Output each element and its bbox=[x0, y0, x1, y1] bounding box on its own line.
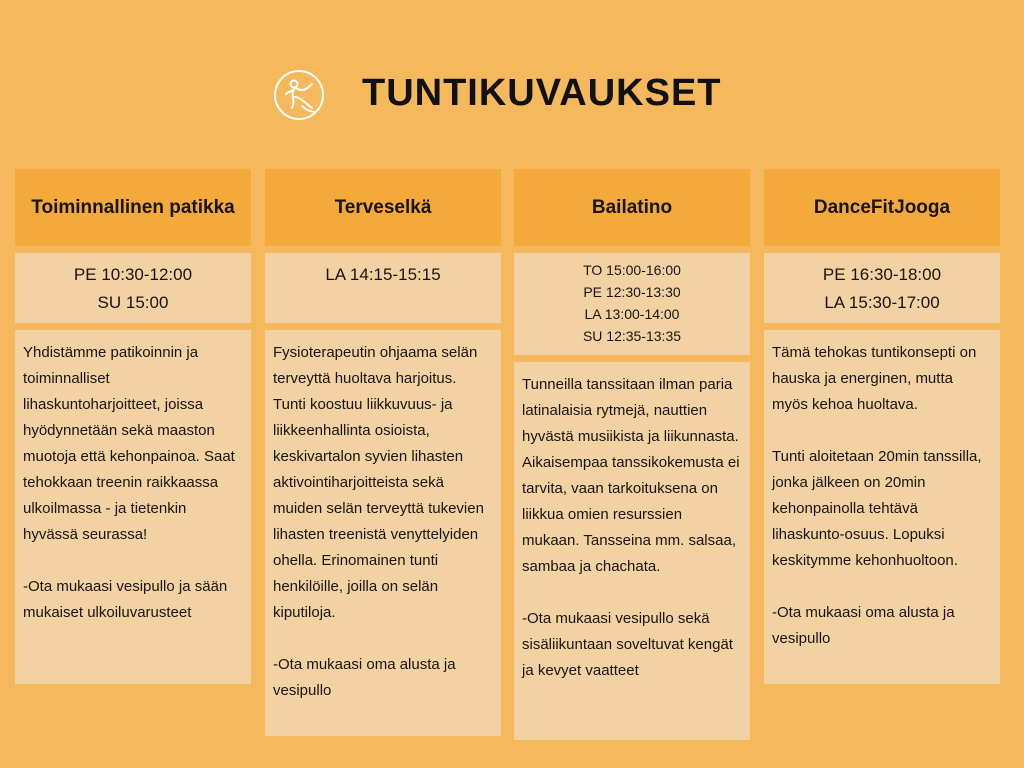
class-name: DanceFitJooga bbox=[764, 169, 1000, 246]
class-description: Yhdistämme patikoinnin ja toiminnalliset lihaskuntoharjoitteet, joissa hyödynnetään sekä maaston muotoja että kehonpainoa. Saat tehokkaan treenin raikkaassa ulkoilmassa - ja tietenkin hyvässä seurassa! -Ota mukaasi vesipullo ja sään mukaiset ulkoiluvarusteet bbox=[15, 330, 251, 684]
schedule-line: PE 12:30-13:30 bbox=[583, 284, 681, 300]
class-column-bailatino bbox=[514, 169, 750, 740]
class-schedule bbox=[514, 253, 750, 355]
schedule-line: PE 16:30-18:00 bbox=[822, 265, 942, 284]
class-column-toiminnallinen-patikka bbox=[15, 169, 251, 684]
page-title: TUNTIKUVAUKSET bbox=[362, 72, 722, 114]
schedule-line: SU 15:00 bbox=[97, 293, 169, 312]
class-schedule bbox=[764, 253, 1000, 323]
class-description: Tunneilla tanssitaan ilman paria latinalaisia rytmejä, nauttien hyvästä musiikista ja liikunnasta. Aikaisempaa tanssikokemusta ei tarvita, vaan tarkoituksena on liikkua omien resurssien mukaan. Tansseina mm. salsaa, sambaa ja chachata. -Ota mukaasi vesipullo sekä sisäliikuntaan soveltuvat kengät ja kevyet vaatteet bbox=[514, 362, 750, 740]
class-name: Bailatino bbox=[514, 169, 750, 246]
class-description: Fysioterapeutin ohjaama selän terveyttä huoltava harjoitus. Tunti koostuu liikkuvuus- ja liikkeenhallinta osioista, keskivartalon syvien lihasten aktivointiharjoitteista sekä muiden selän terveyttä tukevien lihasten treenistä venyttelyiden ohella. Erinomainen tunti henkilöille, joilla on selän kiputiloja. -Ota mukaasi oma alusta ja vesipullo bbox=[265, 330, 501, 736]
class-description: Tämä tehokas tuntikonsepti on hauska ja energinen, mutta myös kehoa huoltava. Tunti aloitetaan 20min tanssilla, jonka jälkeen on 20min kehonpainolla tehtävä lihaskunto-osuus. Lopuksi keskitymme kehonhuoltoon. -Ota mukaasi oma alusta ja vesipullo bbox=[764, 330, 1000, 684]
schedule-line: LA 13:00-14:00 bbox=[584, 306, 680, 322]
schedule-line: TO 15:00-16:00 bbox=[583, 262, 681, 278]
class-column-terveselka bbox=[265, 169, 501, 736]
schedule-line: LA 15:30-17:00 bbox=[824, 293, 940, 312]
class-schedule bbox=[265, 253, 501, 323]
class-column-dancefitjooga bbox=[764, 169, 1000, 684]
schedule-line: LA 14:15-15:15 bbox=[325, 265, 441, 284]
class-schedule bbox=[15, 253, 251, 323]
header bbox=[0, 62, 1024, 122]
class-name: Toiminnallinen patikka bbox=[15, 169, 251, 246]
schedule-line: SU 12:35-13:35 bbox=[582, 328, 682, 344]
schedule-line: PE 10:30-12:00 bbox=[73, 265, 193, 284]
class-name: Terveselkä bbox=[265, 169, 501, 246]
dancer-logo-icon bbox=[272, 68, 326, 122]
